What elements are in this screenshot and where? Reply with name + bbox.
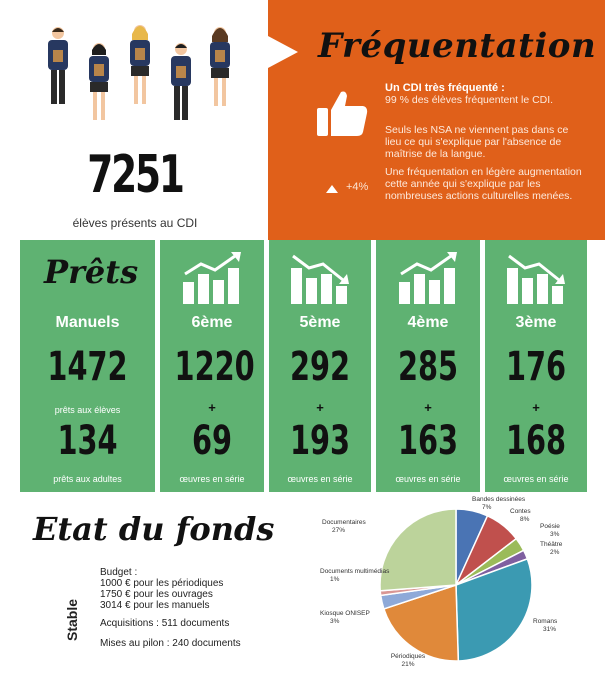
pie-slice-name: Romans <box>533 618 558 625</box>
prets-column-3eme <box>485 240 587 492</box>
pie-slice <box>380 509 456 591</box>
pie-slice-percent: 7% <box>482 504 492 511</box>
column-heading: 4ème <box>407 314 449 331</box>
frequentation-text: Une fréquentation en légère augmentation cette année qui s'explique par les nombreuses actions culturelles menées. <box>385 166 582 202</box>
thumbs-up-icon <box>315 88 369 138</box>
pie-slice-percent: 21% <box>401 661 415 668</box>
pie-slice-percent: 3% <box>330 618 340 625</box>
pie-slices <box>380 509 532 661</box>
pie-slice-name: Bandes dessinées <box>472 496 526 503</box>
pie-slice-name: Kiosque ONISEP <box>320 610 370 617</box>
loans-value: 134 <box>57 418 118 464</box>
decline-chart-icon <box>289 252 351 304</box>
column-heading: 3ème <box>515 314 557 331</box>
pie-slice-name: Documents multimédias <box>320 568 390 575</box>
pie-slice-percent: 8% <box>520 516 530 523</box>
visits-label: élèves présents au CDI <box>72 216 198 230</box>
loans-value: 1220 <box>174 344 255 390</box>
growth-chart-icon <box>181 252 243 304</box>
student-figure <box>210 27 230 106</box>
prets-column-6eme <box>160 240 264 492</box>
pilon-text: Mises au pilon : 240 documents <box>100 638 241 649</box>
loans-footer: œuvres en série <box>179 474 245 484</box>
loans-value: 168 <box>505 418 567 464</box>
loans-footer: œuvres en série <box>395 474 461 484</box>
plus-sign: + <box>316 400 324 415</box>
pie-slice-name: Périodiques <box>390 653 426 660</box>
column-heading: Manuels <box>55 314 120 331</box>
panel-notch <box>268 36 298 68</box>
visits-number: 7251 <box>87 145 183 205</box>
student-figure <box>89 43 109 120</box>
fonds-title: Etat du fonds <box>33 510 275 548</box>
loans-value: 285 <box>397 344 459 390</box>
frequentation-heading: Un CDI très fréquenté : <box>385 82 505 94</box>
plus-sign: + <box>532 400 540 415</box>
loans-footer: prêts aux adultes <box>53 474 122 484</box>
loans-sublabel: prêts aux élèves <box>54 405 121 415</box>
frequentation-text: 99 % des élèves fréquentent le CDI. <box>385 94 554 106</box>
column-heading: 5ème <box>299 314 341 331</box>
collection-pie-chart <box>300 495 605 676</box>
pie-slice-percent: 1% <box>330 576 340 583</box>
loans-value: 292 <box>289 344 351 390</box>
pie-slice-percent: 27% <box>332 527 346 534</box>
plus-sign: + <box>208 400 216 415</box>
student-figure <box>48 27 68 104</box>
prets-column-4eme <box>376 240 480 492</box>
student-figure <box>171 43 191 120</box>
loans-value: 1472 <box>47 344 128 390</box>
trend-up-icon <box>326 185 338 193</box>
student-figure <box>130 25 150 104</box>
loans-value: 176 <box>505 344 567 390</box>
budget-label: Budget : <box>100 567 138 578</box>
loans-value: 193 <box>289 418 351 464</box>
pie-slice-name: Théâtre <box>540 541 563 548</box>
decline-chart-icon <box>505 252 567 304</box>
budget-line: 1750 € pour les ouvrages <box>100 589 213 600</box>
loans-value: 163 <box>397 418 459 464</box>
students-illustration <box>40 18 240 143</box>
budget-line: 3014 € pour les manuels <box>100 600 210 611</box>
plus-sign: + <box>424 400 432 415</box>
pie-slice-percent: 2% <box>550 549 560 556</box>
budget-line: 1000 € pour les périodiques <box>100 578 224 589</box>
pie-slice-name: Contes <box>510 508 531 515</box>
loans-footer: œuvres en série <box>287 474 353 484</box>
frequentation-title: Fréquentation <box>318 26 597 66</box>
growth-chart-icon <box>397 252 459 304</box>
loans-value: 69 <box>191 418 233 464</box>
stable-label: Stable <box>64 599 80 642</box>
acquisitions-text: Acquisitions : 511 documents <box>100 618 230 629</box>
pie-slice-name: Poésie <box>540 523 560 530</box>
prets-title: Prêts <box>44 253 139 291</box>
prets-column-manuels <box>20 240 155 492</box>
column-heading: 6ème <box>191 314 233 331</box>
pie-slice-percent: 31% <box>543 626 557 633</box>
prets-column-5eme <box>269 240 371 492</box>
frequentation-text: Seuls les NSA ne viennent pas dans ce lieu ce qui s'explique par l'absence de maîtrise de la langue. <box>385 124 569 160</box>
trend-percent: +4% <box>346 181 369 193</box>
pie-slice-name: Documentaires <box>322 519 366 526</box>
loans-footer: œuvres en série <box>503 474 569 484</box>
pie-slice-percent: 3% <box>550 531 560 538</box>
